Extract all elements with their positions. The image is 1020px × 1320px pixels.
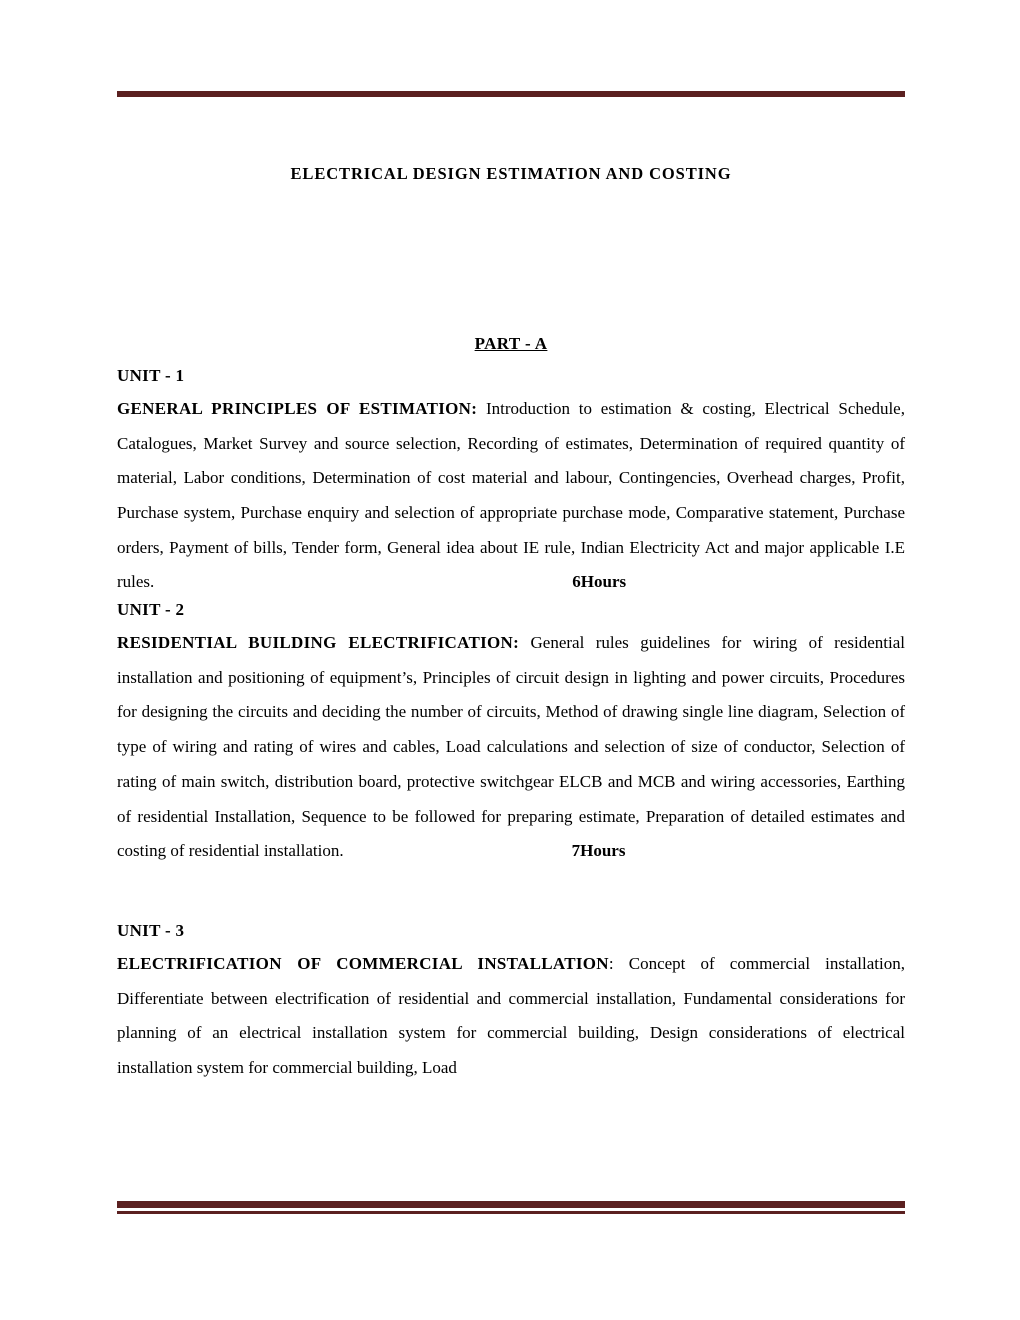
unit-topic-3: ELECTRIFICATION OF COMMERCIAL INSTALLATION <box>117 953 609 973</box>
page-title: ELECTRICAL DESIGN ESTIMATION AND COSTING <box>290 164 732 183</box>
unit-topic-2: RESIDENTIAL BUILDING ELECTRIFICATION: <box>117 633 520 653</box>
footer-rule-thick <box>117 1201 905 1208</box>
footer-rule-thin <box>117 1211 905 1214</box>
title-spacer <box>117 184 905 334</box>
unit-hours-2: 7Hours <box>571 841 626 861</box>
unit-topic-1: GENERAL PRINCIPLES OF ESTIMATION: <box>117 398 478 418</box>
document-content <box>117 120 905 1086</box>
header-rule <box>117 91 905 97</box>
unit-paragraph-3 <box>117 947 905 1086</box>
unit-label-2: UNIT - 2 <box>117 600 185 620</box>
unit-hours-1: 6Hours <box>572 572 627 592</box>
unit-topic-suffix-3: : <box>608 953 629 973</box>
unit-body-2: General rules guidelines for wiring of residential installation and positioning of equipment’s, Principles of circuit design in lighting and power circuits, Procedures for designing the circuits and deciding the number of circuits, Method of drawing single line diagram, Selection of type of wiring and rating of wires and cables, Load calculations and selection of size of conductor, Selection of rating of main switch, distribution board, protective switchgear ELCB and MCB and wiring accessories, Earthing of residential Installation, Sequence to be followed for preparing estimate, Preparation of detailed estimates and costing of residential installation. <box>117 633 905 861</box>
unit-body-3: Concept of commercial installation, Differentiate between electrification of residential and commercial installation, Fundamental considerations for planning of an electrical installation system for commercial building, Design considerations of electrical installation system for commercial building, Load <box>117 953 905 1078</box>
unit-label-3: UNIT - 3 <box>117 920 185 940</box>
unit-paragraph-2 <box>117 626 905 869</box>
unit-label-1: UNIT - 1 <box>117 365 185 385</box>
unit-paragraph-1 <box>117 392 905 600</box>
unit-body-1: Introduction to estimation & costing, Electrical Schedule, Catalogues, Market Survey and source selection, Recording of estimates, Determination of required quantity of material, Labor conditions, Determination of cost material and labour, Contingencies, Overhead charges, Profit, Purchase system, Purchase enquiry and selection of appropriate purchase mode, Comparative statement, Purchase orders, Payment of bills, Tender form, General idea about IE rule, Indian Electricity Act and major applicable I.E rules. <box>117 398 905 592</box>
part-heading: PART - A <box>474 333 548 353</box>
